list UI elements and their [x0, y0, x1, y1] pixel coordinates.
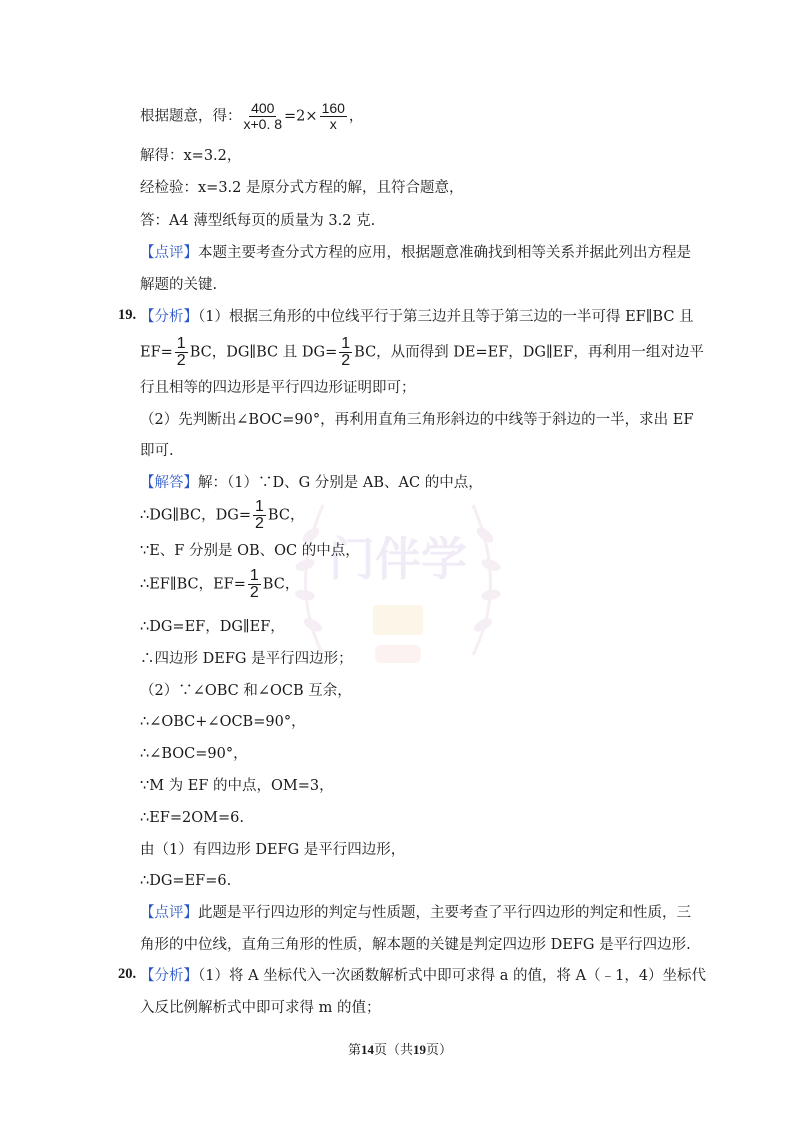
- text-line: 解得：x=3.2，: [140, 148, 242, 164]
- text: =2×: [284, 108, 318, 125]
- text: 根据题意，得：: [140, 108, 242, 125]
- footer-text: 页）: [426, 1043, 453, 1058]
- text-line: （2）先判断出∠BOC=90°，再利用直角三角形斜边的中线等于斜边的一半，求出 EF: [140, 412, 694, 428]
- fraction: [248, 568, 261, 601]
- numerator: 1: [255, 498, 264, 515]
- text: EF=: [140, 344, 173, 361]
- fraction: [339, 336, 352, 369]
- text-line: 经检验：x=3.2 是原分式方程的解，且符合题意，: [140, 180, 464, 196]
- text-line: ∵M 为 EF 的中点，OM=3，: [140, 778, 334, 794]
- text: （1）根据三角形的中位线平行于第三边并且等于第三边的一半可得 EF∥BC 且: [198, 309, 694, 325]
- text-line: ∴DG=EF=6.: [140, 873, 232, 889]
- footer-text: 第: [347, 1043, 361, 1058]
- numerator: 400: [251, 100, 275, 116]
- equation-line: [140, 336, 704, 368]
- text: BC，: [267, 507, 305, 524]
- numerator: 160: [321, 100, 345, 116]
- answer-line: [140, 473, 483, 493]
- text: BC，DG∥BC 且 DG=: [189, 344, 338, 361]
- denominator: 2: [249, 584, 259, 601]
- tag-label: 【分析】: [140, 309, 198, 325]
- fraction: [175, 336, 188, 369]
- text: 此题是平行四边形的判定与性质题，主要考查了平行四边形的判定和性质，三: [198, 905, 691, 921]
- text-line: 入反比例解析式中即可求得 m 的值；: [140, 1000, 381, 1016]
- footer-text: 页（共: [373, 1043, 413, 1058]
- text: 解：（1）∵D、G 分别是 AB、AC 的中点，: [198, 475, 483, 491]
- denominator: 2: [255, 515, 264, 532]
- svg-text:门伴学: 门伴学: [329, 532, 467, 586]
- numerator: 1: [341, 335, 351, 352]
- analysis-line: [140, 966, 706, 986]
- analysis-line: [140, 307, 694, 327]
- comment-line: [140, 903, 691, 923]
- text-line: ∴DG=EF，DG∥EF，: [140, 619, 285, 635]
- text: 本题主要考查分式方程的应用，根据题意准确找到相等关系并据此列出方程是: [198, 245, 691, 261]
- text-line: ∴∠OBC+∠OCB=90°，: [140, 714, 306, 730]
- question-number: 20.: [118, 966, 137, 982]
- denominator: 2: [341, 352, 351, 369]
- text-line: ∴∠BOC=90°，: [140, 746, 248, 762]
- text: BC，从而得到 DE=EF，DG∥EF，再利用一组对边平: [354, 344, 704, 361]
- page-number: 14: [360, 1042, 374, 1057]
- fraction: [320, 101, 347, 132]
- denominator: x+0. 8: [243, 116, 283, 132]
- text-line: 行且相等的四边形是平行四边形证明即可；: [140, 380, 416, 396]
- text-line: 答：A4 薄型纸每页的质量为 3.2 克.: [140, 213, 376, 229]
- text-line: ∵E、F 分别是 OB、OC 的中点，: [140, 543, 360, 559]
- text-line: 解题的关键.: [140, 277, 218, 293]
- equation-line: [140, 499, 304, 531]
- fraction: [253, 499, 266, 532]
- numerator: 1: [249, 567, 259, 584]
- comment-line: [140, 243, 691, 263]
- equation-line: [140, 101, 363, 132]
- fraction: [244, 101, 283, 132]
- tag-label: 【点评】: [140, 905, 198, 921]
- page-total: 19: [413, 1042, 426, 1057]
- denominator: 2: [176, 352, 186, 369]
- denominator: x: [329, 116, 337, 132]
- text-line: 即可.: [140, 443, 174, 459]
- text: （1）将 A 坐标代入一次函数解析式中即可求得 a 的值，将 A（﹣1，4）坐标代: [198, 968, 707, 984]
- text: ∴DG∥BC，DG=: [140, 507, 252, 524]
- text-line: ∴EF=2OM=6.: [140, 810, 244, 826]
- tag-label: 【分析】: [140, 968, 198, 984]
- text: ，: [348, 108, 364, 125]
- tag-label: 【解答】: [140, 475, 198, 491]
- question-number: 19.: [118, 307, 137, 323]
- text-line: ∴四边形 DEFG 是平行四边形；: [140, 651, 353, 667]
- equation-line: [140, 568, 299, 600]
- text-line: 角形的中位线，直角三角形的性质，解本题的关键是判定四边形 DEFG 是平行四边形.: [140, 937, 691, 953]
- tag-label: 【点评】: [140, 245, 198, 261]
- numerator: 1: [176, 335, 186, 352]
- text: ∴EF∥BC，EF=: [140, 576, 246, 593]
- text-line: 由（1）有四边形 DEFG 是平行四边形，: [140, 842, 406, 858]
- page-footer: [0, 1039, 800, 1058]
- text: BC，: [262, 576, 300, 593]
- text-line: （2）∵∠OBC 和∠OCB 互余，: [140, 683, 352, 699]
